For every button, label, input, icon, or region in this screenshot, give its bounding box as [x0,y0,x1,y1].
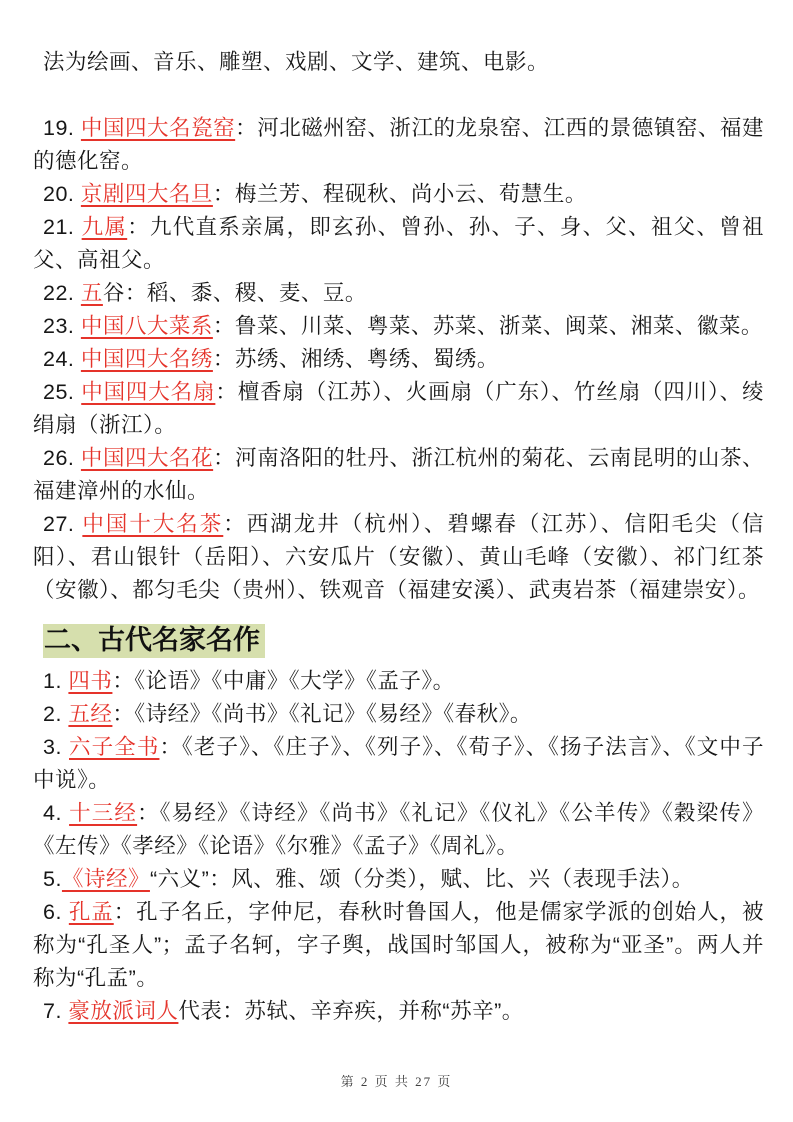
item-text: ：《论语》《中庸》《大学》《孟子》。 [112,669,455,693]
highlighted-term: 中国四大名瓷窑 [80,116,236,140]
list-item-s2-5 [33,863,764,896]
item-number: 1. [43,669,69,693]
highlighted-term: 十三经 [69,801,138,825]
section-2-heading [33,622,764,658]
highlighted-term: 五经 [68,702,113,726]
item-text: ：河南洛阳的牡丹、浙江杭州的菊花、云南昆明的山茶、福建漳州的水仙。 [33,446,764,503]
item-text: ：梅兰芳、程砚秋、尚小云、荀慧生。 [212,182,587,206]
list-item-22 [33,277,764,310]
list-item-s2-2 [33,698,764,731]
item-number: 20. [43,182,81,206]
list-item-s2-7 [33,995,764,1028]
list-item-23 [33,310,764,343]
item-text: ：西湖龙井（杭州）、碧螺春（江苏）、信阳毛尖（信阳）、君山银针（岳阳）、六安瓜片（安徽）、黄山毛峰（安徽）、祁门红茶（安徽）、都匀毛尖（贵州）、铁观音（福建安溪）、武夷岩茶（福建崇安）。 [33,512,764,602]
highlighted-term: 五 [80,281,103,305]
section-2-heading-text: 二、古代名家名作 [43,624,265,658]
highlighted-term: 中国四大名绣 [80,347,213,371]
item-number: 6. [43,900,69,924]
item-text: ：《诗经》《尚书》《礼记》《易经》《春秋》。 [112,702,532,726]
item-text: ：河北磁州窑、浙江的龙泉窑、江西的景德镇窑、福建的德化窑。 [33,116,764,173]
list-item-20 [33,178,764,211]
highlighted-term: 中国四大名扇 [81,380,216,404]
list-item-s2-3 [33,731,764,797]
highlighted-term: 《诗经》 [61,867,150,891]
list-item-27 [33,508,764,607]
item-text: “六义”：风、雅、颂（分类），赋、比、兴（表现手法）。 [149,867,694,891]
list-item-s2-6 [33,896,764,995]
item-text: ：苏绣、湘绣、粤绣、蜀绣。 [212,347,499,371]
item-text: ：鲁菜、川菜、粤菜、苏菜、浙菜、闽菜、湘菜、徽菜。 [212,314,763,338]
list-item-21 [33,211,764,277]
item-text: ：九代直系亲属，即玄孙、曾孙、孙、子、身、父、祖父、曾祖父、高祖父。 [33,215,764,272]
highlighted-term: 中国四大名花 [80,446,214,470]
item-number: 5. [43,867,62,891]
page-content [33,46,764,1028]
list-item-24 [33,343,764,376]
list-item-26 [33,442,764,508]
paragraph-spacer [33,79,764,112]
item-number: 19. [43,116,81,140]
item-number: 21. [43,215,82,239]
highlighted-term: 豪放派词人 [68,999,179,1023]
item-number: 3. [43,735,70,759]
intro-paragraph [33,46,764,79]
item-number: 25. [43,380,82,404]
highlighted-term: 九属 [81,215,128,239]
highlighted-term: 孔孟 [68,900,114,924]
highlighted-term: 四书 [68,669,113,693]
item-number: 2. [43,702,69,726]
list-item-s2-4 [33,797,764,863]
item-number: 24. [43,347,81,371]
item-number: 7. [43,999,69,1023]
item-number: 22. [43,281,81,305]
item-text: 谷：稻、黍、稷、麦、豆。 [102,281,367,305]
item-number: 23. [43,314,81,338]
item-text: ：《易经》《诗经》《尚书》《礼记》《仪礼》《公羊传》《穀梁传》《左传》《孝经》《论语》《尔雅》《孟子》《周礼》。 [33,801,764,858]
highlighted-term: 京剧四大名旦 [80,182,213,206]
item-number: 27. [43,512,83,536]
list-item-s2-1 [33,665,764,698]
list-item-25 [33,376,764,442]
item-text: 代表：苏轼、辛弃疾，并称“苏辛”。 [178,999,524,1023]
highlighted-term: 六子全书 [69,735,160,759]
item-text: ：《老子》、《庄子》、《列子》、《荀子》、《扬子法言》、《文中子中说》。 [33,735,764,792]
item-text: ：檀香扇（江苏）、火画扇（广东）、竹丝扇（四川）、绫绢扇（浙江）。 [33,380,764,437]
highlighted-term: 中国十大名茶 [82,512,224,536]
highlighted-term: 中国八大菜系 [80,314,213,338]
item-number: 4. [43,801,70,825]
intro-text: 法为绘画、音乐、雕塑、戏剧、文学、建筑、电影。 [43,50,550,74]
list-item-19 [33,112,764,178]
item-text: ：孔子名丘，字仲尼，春秋时鲁国人，他是儒家学派的创始人，被称为“孔圣人”；孟子名轲，字子舆，战国时邹国人，被称为“亚圣”。两人并称为“孔孟”。 [33,900,764,990]
page-footer: 第 2 页 共 27 页 [340,1074,453,1089]
item-number: 26. [43,446,81,470]
